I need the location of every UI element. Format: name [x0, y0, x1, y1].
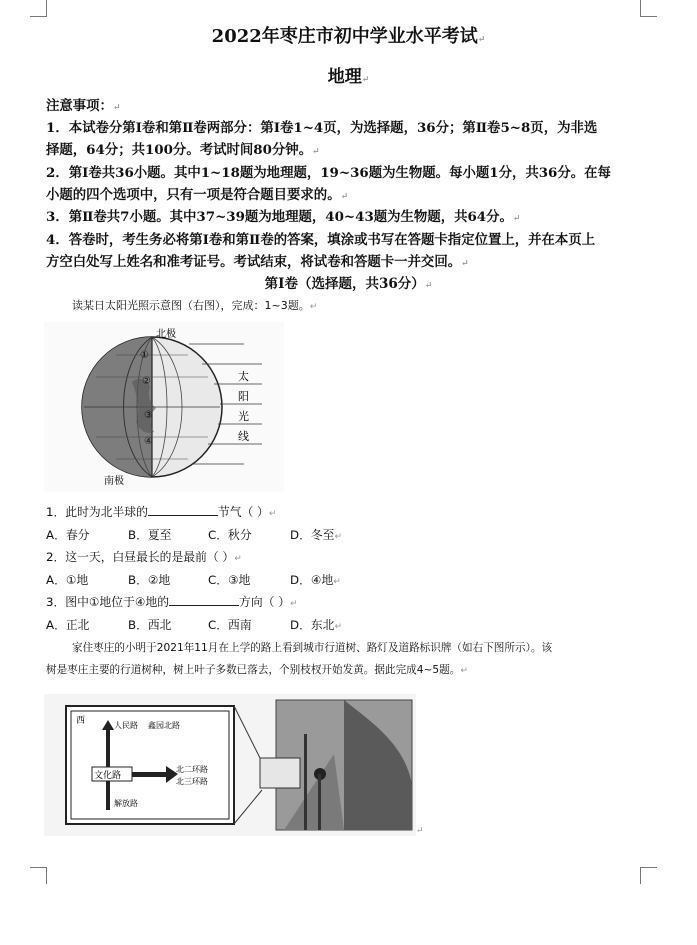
- question-3-option-b: B．西北: [128, 618, 172, 632]
- answer-blank: [169, 604, 239, 606]
- passage-2-line-2: 树是枣庄主要的行道树种，树上叶子多数已落去，个别枝杈开始发黄。据此完成4~5题。↵: [46, 664, 468, 676]
- passage-2-line-1: 家住枣庄的小明于2021年11月在上学的路上看到城市行道树、路灯及道路标识牌（如右下图所示）。该: [72, 642, 553, 654]
- notice-item-4-line-2: 方空白处写上姓名和准考证号。考试结束，将试卷和答题卡一并交回。↵: [46, 254, 469, 270]
- crop-mark-top-left: [30, 0, 47, 17]
- street-photo: [260, 700, 412, 830]
- subject-title: 地理↵: [327, 67, 370, 87]
- notice-item-4-line-1: 4．答卷时，考生务必将第Ⅰ卷和第Ⅱ卷的答案，填涂或书写在答题卡指定位置上，并在本页上: [46, 232, 596, 248]
- question-2-option-b: B．②地: [128, 573, 171, 587]
- question-3-stem: 3．图中①地位于④地的 方向（ ）↵: [46, 595, 298, 609]
- point-4-label: ④: [144, 436, 153, 447]
- sun-label-2: 阳: [238, 390, 249, 403]
- notice-item-2-line-1: 2．第Ⅰ卷共36小题。其中1~18题为地理题，19~36题为生物题。每小题1分，共36分。在每: [46, 165, 611, 181]
- question-1-option-d: D．冬至↵: [290, 528, 343, 542]
- road-sign-figure: [44, 694, 416, 836]
- notice-item-1-line-1: 1．本试卷分第Ⅰ卷和第Ⅱ卷两部分：第Ⅰ卷1~4页，为选择题，36分；第Ⅱ卷5~8页，为非选: [46, 120, 598, 136]
- section-1-title: 第Ⅰ卷（选择题，共36分）↵: [264, 276, 433, 292]
- question-1-option-a: A．春分: [46, 528, 90, 542]
- question-1-option-c: C．秋分: [208, 528, 252, 542]
- sun-label-1: 太: [238, 370, 249, 383]
- notice-item-2-line-2: 小题的四个选项中，只有一项是符合题目要求的。↵: [46, 187, 349, 203]
- question-2-option-a: A．①地: [46, 573, 89, 587]
- question-3-option-a: A．正北: [46, 618, 90, 632]
- exam-title: 2022年枣庄市初中学业水平考试↵: [211, 26, 486, 47]
- question-1-option-b: B．夏至: [128, 528, 172, 542]
- question-2-option-d: D．④地↵: [290, 573, 341, 587]
- crop-mark-bottom-left: [30, 867, 47, 884]
- answer-blank: [148, 514, 218, 516]
- sign-corner-label: 西: [76, 716, 86, 726]
- road-label-north-2nd-ring: 北二环路: [176, 765, 208, 774]
- question-1-stem: 1．此时为北半球的 节气（ ）↵: [46, 505, 277, 519]
- notice-item-3: 3．第Ⅱ卷共7小题。其中37~39题为地理题，40~43题为生物题，共64分。↵: [46, 209, 521, 225]
- south-pole-label: 南极: [104, 476, 124, 487]
- sun-label-3: 光: [238, 410, 249, 423]
- road-label-north-3rd-ring: 北三环路: [176, 777, 208, 786]
- road-label-renmin: 人民路: [114, 721, 138, 730]
- globe: [82, 337, 222, 477]
- road-label-xinyuan: 鑫园北路: [148, 721, 180, 730]
- north-pole-label: 北极: [156, 329, 176, 340]
- road-sign-diagram: [66, 706, 234, 824]
- question-2-option-c: C．③地: [208, 573, 251, 587]
- crop-mark-bottom-right: [640, 867, 657, 884]
- section-1-intro: 读某日太阳光照示意图（右图），完成：1~3题。↵: [72, 299, 318, 312]
- road-label-jiefang: 解放路: [114, 799, 138, 808]
- sun-label-4: 线: [238, 430, 249, 443]
- sunlight-globe-figure: [44, 322, 284, 492]
- crop-mark-top-right: [640, 0, 657, 17]
- figure-return-mark: ↵: [416, 826, 424, 836]
- point-1-label: ①: [140, 350, 149, 361]
- notice-heading: 注意事项：↵: [46, 98, 121, 114]
- question-2-stem: 2．这一天，白昼最长的是最前（ ）↵: [46, 550, 242, 564]
- point-3-label: ③: [144, 410, 153, 421]
- question-3-option-c: C．西南: [208, 618, 252, 632]
- point-2-label: ②: [142, 376, 151, 387]
- question-3-option-d: D．东北↵: [290, 618, 343, 632]
- road-label-wenhua: 文化路: [94, 771, 122, 781]
- notice-item-1-line-2: 择题，64分；共100分。考试时间80分钟。↵: [46, 142, 320, 158]
